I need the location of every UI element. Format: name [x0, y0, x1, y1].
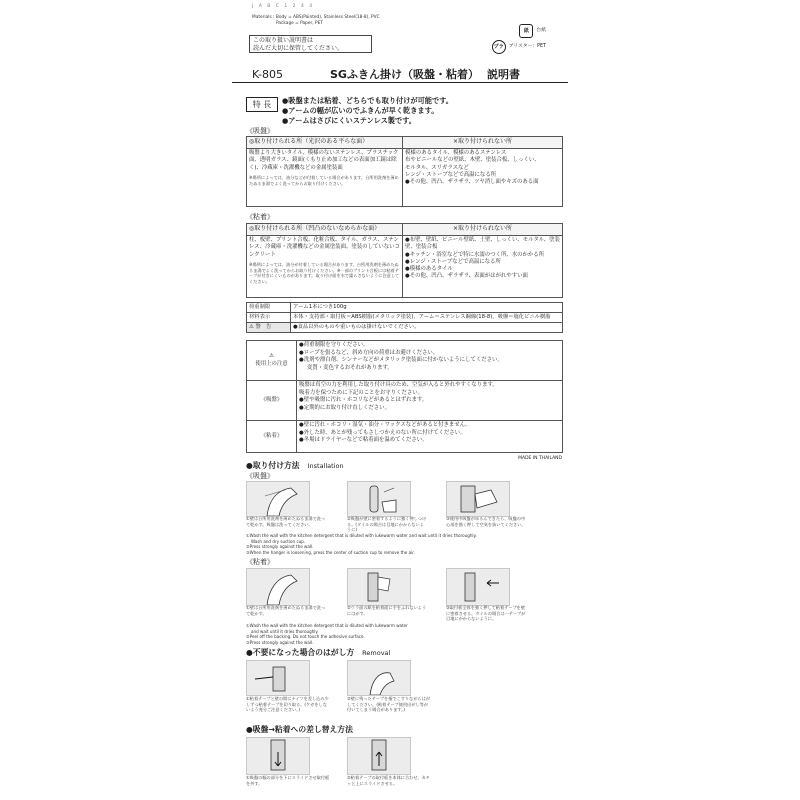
product-code: J A B C 1 2 4 4	[252, 4, 315, 9]
adhesive-step-caption: ③取付板全体を強く押して粘着テープを壁に密着させる。タイルの場合は一テープが目地にかからないように。	[446, 605, 526, 622]
keep-manual-notice	[249, 35, 372, 53]
adhesive-ok-notes: ※場所によっては、油分が付着している場合があります。台所用洗剤を薄めたぬるま湯でよく洗ってからお取り付けください。※一部のプリント合板には粘着テープが付きにくいものがあります。取り付け面を水で濡らさないように注意してください。	[249, 261, 400, 284]
material-value: 本体・支持部・取付板＝ABS樹脂(メタリック塗装)、アーム＝ステンレス鋼線(18-8)、吸盤＝塩化ビニル樹脂	[291, 313, 563, 323]
warning-icon: ⚠	[249, 324, 254, 330]
spec-table	[246, 302, 563, 333]
suction-ng-item: レンジ・ストーブなどで高温になる所	[405, 171, 497, 178]
adhesive-caution-item: ●壁に汚れ・ホコリ・湿気・油分・ワックスなどがあると付きません。	[299, 422, 471, 428]
suction-ok-text: 吸盤より大きいタイル、模様のないステンレス、プラスチック面、透明ガラス、鏡面(くもり止め加工などの表面加工鏡は除く)、冷蔵庫・洗濯機などの金属塗装面	[249, 150, 399, 171]
features-label: 特 長	[246, 97, 278, 112]
adhesive-step-caption: ②ウラ面の紙を粘着面に手をふれないようにはがす。	[347, 605, 427, 616]
usage-caution-item: ●ロープを張るなど、斜め方向の荷重はお避けください。	[299, 349, 439, 356]
suction-ok-header: ◎取り付けられる所（光沢のある平らな面）	[247, 137, 403, 149]
adhesive-section-title: 《粘着》	[246, 213, 274, 221]
adhesive-ng-item: ●レンジ・ストーブなどで高温になる所	[405, 258, 501, 265]
materials-line: Materials : Body = ABS(Painted), Stainless Steel(18-8), PVC	[252, 15, 380, 20]
english-note: ①Wash the wall with the kitchen detergent that is diluted with lukewarm water and wait until it dries thoroughly.	[246, 533, 477, 538]
suction-ng-item: ●その他、凹凸、ザラザラ、ツヤ消し面やキズのある面	[405, 179, 539, 186]
suction-ng-item: モルタル、スリガラスなど	[405, 164, 469, 171]
adhesive-step3-illustration	[446, 568, 510, 606]
usage-caution-item: 変質・変色するおそれがあります。	[307, 364, 393, 371]
english-note: ③Press strongly against the wall.	[246, 639, 314, 645]
caution-warning-icon: ⚠	[269, 352, 274, 359]
adhesive-step-caption: ①壁は台所用洗剤を薄めたぬるま湯で洗って乾かす。	[246, 605, 326, 616]
suction-ok-notes: ※場所によっては、油分などが付着している場合があります。台所用洗剤を薄めたぬるま湯でよく洗ってからお取り付けください。	[249, 174, 399, 186]
suction-step3-illustration	[446, 481, 510, 517]
doc-type: 説明書	[487, 68, 520, 81]
adhesive-caution-label: 《粘着》	[247, 421, 297, 453]
adhesive-ng-header: ×取り付けられない所	[403, 224, 563, 236]
switch-step1-illustration	[246, 737, 310, 775]
installation-title: ●取り付け方法	[246, 461, 300, 470]
installation-heading	[246, 461, 344, 471]
suction-ng-header: ×取り付けられない所	[403, 137, 563, 149]
switch-caption: ②粘着テープの取付板を本体に合わせ、カチッと上にスライドさせる。	[347, 775, 430, 786]
load-label: 荷重制限	[247, 303, 291, 313]
english-note: and wait until it dries thoroughly.	[251, 628, 319, 634]
suction-step-caption: ②吸盤が壁に密着するように強く押しつける。(タイルの場合は目地にかからないように)	[347, 516, 427, 533]
adhesive-caution-item: ●冬場はドライヤーなどで粘着面を温めてください。	[299, 437, 428, 444]
suction-step-caption: ①壁は台所用洗剤を薄めたぬるま湯で洗って乾かす。吸盤は洗ってください。	[246, 516, 326, 527]
suction-caution-item: ●壁や吸盤に汚れ・ホコリなどがあるとはずれます。	[299, 397, 428, 404]
suction-step2-illustration	[347, 481, 411, 517]
english-note: ②Peel off the backing. Do not touch the adhesive surface.	[246, 634, 365, 640]
switch-caption: ①吸盤の幅の部分を下にスライドさせ取付板を外す。	[246, 775, 330, 786]
usage-caution-label: 使用上の注意	[255, 360, 288, 367]
instruction-sheet	[232, 0, 568, 800]
switch-step2-illustration	[347, 737, 411, 775]
product-title: SGふきん掛け（吸盤・粘着）	[330, 68, 479, 81]
english-note: Wash and dry suction cup.	[251, 538, 306, 544]
recycle-label: ブリスター：PET	[508, 44, 546, 49]
warning-label: 警 告	[255, 324, 272, 330]
material-label: 材料表示	[247, 313, 291, 323]
features-list	[282, 96, 453, 127]
adhesive-step1-illustration	[246, 568, 310, 606]
paper-recycle-mark	[519, 24, 546, 38]
plastic-recycle-icon: プラ	[492, 40, 506, 54]
removal-heading	[246, 648, 390, 658]
removal-title-en: Removal	[362, 649, 391, 657]
removal-step1-illustration	[246, 660, 310, 696]
usage-caution-item: ●荷重制限を守りください。	[299, 342, 369, 348]
made-in-label: MADE IN THAILAND	[518, 456, 562, 461]
suction-table	[246, 136, 563, 207]
plastic-recycle-mark	[492, 40, 546, 54]
removal-caption: ②壁に残ったテープを指でこすりながらはがしてください。(粘着テープ使用出がし等が付いてしまう場合があります。)	[347, 696, 431, 713]
suction-caution-item: 吸盤は真空の力を利用した取り付け具のため、空気が入ると外れやすくなります。	[299, 382, 498, 388]
cautions-table	[246, 340, 563, 453]
adhesive-ng-item: ●布壁、壁紙、ビニール壁紙、土壁、しっくい、モルタル、塗装壁、塗装合板	[405, 237, 560, 251]
title-bar	[232, 68, 568, 83]
removal-caption: ①粘着テープと壁の間にナイフを差し込み少しずつ粘着テープを切り取る。(ケガをしないよう充分ご注意ください。)	[246, 696, 329, 713]
suction-ng-item: 模様のあるタイル、模様のあるステンレス	[405, 150, 507, 156]
suction-english-notes	[246, 533, 562, 556]
adhesive-ok-header: ◎取り付けられる所（凹凸のないなめらかな面）	[247, 224, 403, 236]
suction-ng-item: 布やビニールなどの壁紙、木壁、塗装合板、しっくい、	[405, 157, 540, 164]
suction-caution-item: 吸着力を保つために下記のことをお守りください。	[299, 389, 423, 396]
english-note: ③When the hanger is loosening, press the center of suction cup to remove the air.	[246, 549, 415, 555]
adhesive-ok-text: 柱、板壁、プリント合板、化粧合板、タイル、ガラス、ステンレス、冷蔵庫・洗濯機などの金属塗装面、塗装のしていないコンクリート	[249, 237, 400, 258]
suction-caution-label: 《吸盤》	[247, 381, 297, 421]
adhesive-ng-item: ●模様のあるタイル	[405, 266, 453, 273]
feature-item: ●吸盤または粘着、どちらでも取り付けが可能です。	[282, 96, 453, 105]
package-line: Package = Paper, PET	[276, 21, 323, 27]
adhesive-step2-illustration	[347, 568, 411, 606]
adhesive-ng-item: ●キッチン・浴室などで特に水濡のつく所、水のかかる所	[405, 251, 545, 258]
model-number: K-805	[252, 68, 284, 81]
feature-item: ●アームの幅が広いのでふきんが早く乾きます。	[282, 106, 439, 116]
removal-step2-illustration	[347, 660, 411, 696]
installation-title-en: Installation	[307, 462, 344, 470]
suction-step-caption: ③使用中吸盤がゆるんできたら、吸盤の中心部を強く押して空気を抜いてください。	[446, 516, 526, 527]
notice-line: この取り扱い説明書は	[253, 37, 314, 44]
install-suction-subtitle: 《吸盤》	[246, 472, 274, 480]
adhesive-ng-item: ●その他、凹凸、ザラザラ、表面がはがれやすい面	[405, 273, 528, 280]
adhesive-table	[246, 223, 563, 298]
english-note: ②Press strongly against the wall.	[246, 544, 314, 550]
recycle-label: 台紙	[536, 28, 546, 33]
english-note: ①Wash the wall with the kitchen detergent that is diluted with lukewarm water	[246, 623, 408, 628]
install-adhesive-subtitle: 《粘着》	[246, 558, 274, 566]
removal-title: ●不要になった場合のはがし方	[246, 648, 355, 657]
load-value: アーム1本につき100g	[291, 303, 563, 313]
suction-section-title: 《吸盤》	[246, 127, 274, 135]
suction-step1-illustration	[246, 481, 310, 517]
usage-caution-item: ●洗剤や漂白剤、シンナーなどがメタリック塗装面に付かないようにしてください。	[299, 357, 503, 364]
suction-caution-item: ●定期的にお取り付け直しください。	[299, 404, 390, 411]
feature-item: ●アームはさびにくいステンレス製です。	[282, 116, 416, 126]
switch-heading: ●吸盤→粘着への差し替え方法	[246, 725, 353, 734]
adhesive-caution-item: ●外した時、あとが残ってもさしつかえのない所に付けてください。	[299, 429, 466, 436]
notice-line: 読んだ大切に保管してください。	[253, 45, 344, 53]
materials-info	[252, 15, 380, 27]
warning-value: ●食品以外のものや重いものは掛けないでください。	[291, 323, 563, 333]
adhesive-english-notes	[246, 623, 562, 646]
paper-recycle-icon: 紙	[519, 24, 533, 38]
